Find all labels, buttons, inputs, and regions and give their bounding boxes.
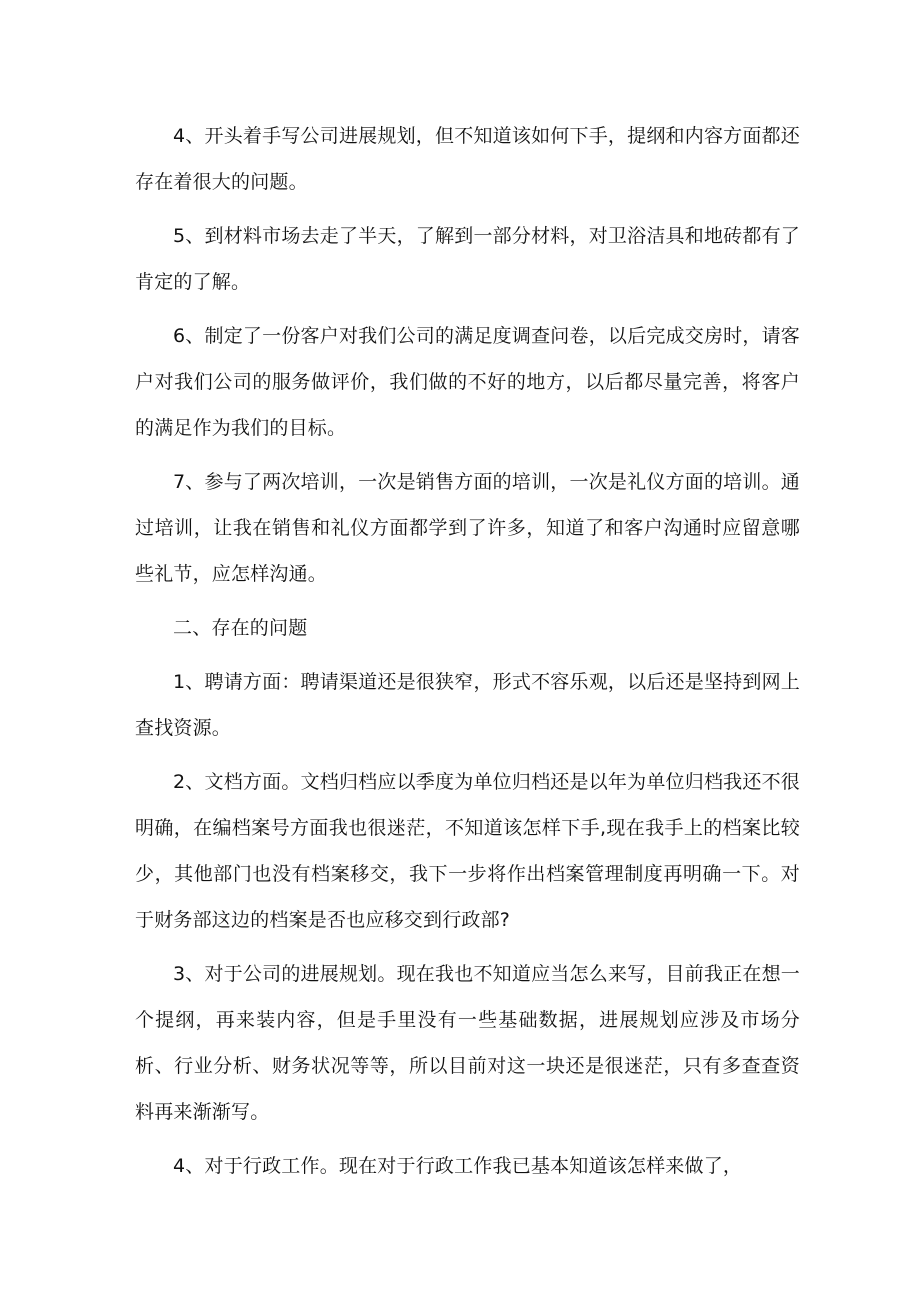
paragraph-problem-4-admin: 4、对于行政工作。现在对于行政工作我已基本知道该怎样来做了， xyxy=(173,1155,743,1177)
section-heading-problems: 二、存在的问题 xyxy=(173,617,308,639)
paragraph-problem-3-planning: 3、对于公司的进展规划。现在我也不知道应当怎么来写，目前我正在想一个提纲，再来装内容，但是手里没有一些基础数据，进展规划应涉及市场分析、行业分析、财务状况等等，所以目前对这一块还是很迷茫，只有多查查资料再来渐渐写。 xyxy=(135,963,800,1123)
paragraph-item-6-survey: 6、制定了一份客户对我们公司的满足度调查问卷，以后完成交房时，请客户对我们公司的服务做评价，我们做的不好的地方，以后都尽量完善，将客户的满足作为我们的目标。 xyxy=(135,325,800,439)
paragraph-problem-2-documents: 2、文档方面。文档归档应以季度为单位归档还是以年为单位归档我还不很明确，在编档案号方面我也很迷茫，不知道该怎样下手,现在我手上的档案比较少，其他部门也没有档案移交，我下一步将作出档案管理制度再明确一下。对于财务部这边的档案是否也应移交到行政部? xyxy=(135,771,800,931)
paragraph-problem-1-recruitment: 1、聘请方面：聘请渠道还是很狭窄，形式不容乐观，以后还是坚持到网上查找资源。 xyxy=(135,671,800,739)
document-body xyxy=(135,113,800,1197)
paragraph-item-4-planning: 4、开头着手写公司进展规划，但不知道该如何下手，提纲和内容方面都还存在着很大的问题。 xyxy=(135,125,800,193)
paragraph-item-7-training: 7、参与了两次培训，一次是销售方面的培训，一次是礼仪方面的培训。通过培训，让我在销售和礼仪方面都学到了许多，知道了和客户沟通时应留意哪些礼节，应怎样沟通。 xyxy=(135,471,800,585)
paragraph-item-5-materials: 5、到材料市场去走了半天，了解到一部分材料，对卫浴洁具和地砖都有了肯定的了解。 xyxy=(135,225,800,293)
